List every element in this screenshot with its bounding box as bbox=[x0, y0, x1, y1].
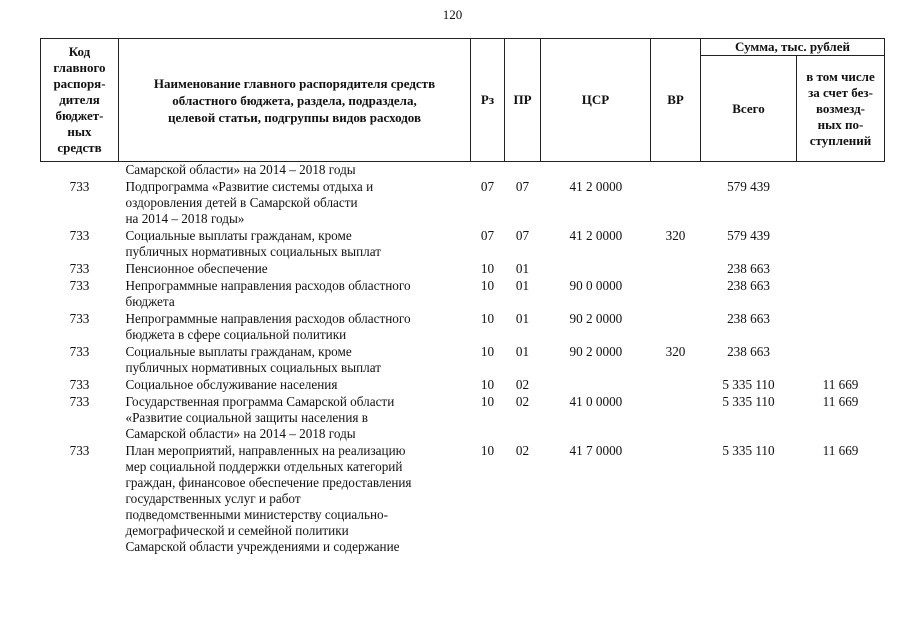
cell-name-line: публичных нормативных социальных выплат bbox=[125, 244, 382, 259]
table-row bbox=[41, 443, 885, 556]
cell-free bbox=[797, 311, 885, 344]
cell-name bbox=[119, 179, 471, 228]
cell-vr bbox=[651, 179, 701, 228]
cell-vr: 320 bbox=[665, 228, 686, 243]
cell-csr: 90 2 0000 bbox=[569, 344, 623, 359]
cell-pr: 01 bbox=[515, 344, 530, 359]
cell-total bbox=[701, 162, 797, 180]
header-code-line: Код bbox=[68, 44, 91, 59]
table-row bbox=[41, 311, 885, 344]
cell-name bbox=[119, 311, 471, 344]
cell-name-line: государственных услуг и работ bbox=[125, 491, 301, 506]
header-code-line: распоря- bbox=[53, 76, 106, 91]
header-code-line: бюджет- bbox=[55, 108, 104, 123]
cell-name-line: бюджета в сфере социальной политики bbox=[125, 327, 347, 342]
cell-free bbox=[797, 162, 885, 180]
cell-code: 733 bbox=[69, 344, 90, 359]
cell-free: 11 669 bbox=[822, 377, 859, 392]
table-row bbox=[41, 228, 885, 261]
header-name-line: Наименование главного распорядителя средств bbox=[153, 75, 436, 91]
cell-pr: 02 bbox=[515, 443, 530, 458]
cell-free: 11 669 bbox=[822, 443, 859, 458]
cell-csr: 41 2 0000 bbox=[569, 228, 623, 243]
cell-free bbox=[797, 179, 885, 228]
cell-total: 5 335 110 bbox=[722, 377, 775, 392]
cell-pr: 02 bbox=[515, 377, 530, 392]
budget-table bbox=[40, 38, 885, 556]
cell-code: 733 bbox=[69, 179, 90, 194]
cell-csr bbox=[541, 162, 651, 180]
header-sum: Сумма, тыс. рублей bbox=[701, 39, 885, 56]
cell-name-line: Подпрограмма «Развитие системы отдыха и bbox=[125, 179, 374, 194]
header-total: Всего bbox=[701, 56, 797, 162]
header-csr: ЦСР bbox=[541, 39, 651, 162]
cell-pr bbox=[505, 162, 541, 180]
cell-vr: 320 bbox=[665, 344, 686, 359]
table-row bbox=[41, 377, 885, 394]
header-code bbox=[41, 39, 119, 162]
cell-pr: 02 bbox=[515, 394, 530, 409]
cell-total: 579 439 bbox=[727, 179, 770, 194]
table-row bbox=[41, 179, 885, 228]
header-free-line: в том числе bbox=[806, 68, 875, 84]
cell-total: 5 335 110 bbox=[722, 394, 775, 409]
table-header bbox=[41, 39, 885, 162]
header-code-line: ных bbox=[67, 124, 92, 139]
cell-rz: 07 bbox=[480, 228, 495, 243]
cell-rz: 10 bbox=[480, 311, 495, 326]
cell-vr bbox=[651, 278, 701, 311]
cell-rz: 07 bbox=[480, 179, 495, 194]
cell-code: 733 bbox=[69, 443, 90, 458]
cell-name bbox=[119, 443, 471, 556]
cell-rz bbox=[471, 162, 505, 180]
cell-pr: 07 bbox=[515, 228, 530, 243]
cell-pr: 01 bbox=[515, 261, 530, 276]
cell-total: 238 663 bbox=[727, 278, 770, 293]
cell-name bbox=[119, 261, 471, 278]
cell-name-line: Государственная программа Самарской области bbox=[125, 394, 395, 409]
cell-rz: 10 bbox=[480, 443, 495, 458]
header-pr: ПР bbox=[505, 39, 541, 162]
cell-pr: 07 bbox=[515, 179, 530, 194]
table-row bbox=[41, 261, 885, 278]
cell-name-line: граждан, финансовое обеспечение предоставления bbox=[125, 475, 412, 490]
header-free-line: за счет без- bbox=[808, 84, 873, 100]
cell-name bbox=[119, 394, 471, 443]
cell-free bbox=[797, 344, 885, 377]
cell-rz: 10 bbox=[480, 394, 495, 409]
cell-name-line: демографической и семейной политики bbox=[125, 523, 349, 538]
cell-free: 11 669 bbox=[822, 394, 859, 409]
cell-vr bbox=[651, 377, 701, 394]
cell-csr: 90 0 0000 bbox=[569, 278, 623, 293]
cell-csr: 41 7 0000 bbox=[569, 443, 623, 458]
table-row bbox=[41, 278, 885, 311]
cell-name-line: План мероприятий, направленных на реализацию bbox=[125, 443, 406, 458]
page-number: 120 bbox=[442, 7, 463, 22]
cell-name bbox=[119, 344, 471, 377]
header-free-line: ных по- bbox=[817, 116, 864, 132]
cell-total: 5 335 110 bbox=[722, 443, 775, 458]
cell-name-line: Самарской области учреждениями и содержание bbox=[125, 539, 400, 554]
header-free-line: ступлений bbox=[809, 132, 872, 148]
cell-csr bbox=[541, 261, 651, 278]
header-free-line: возмезд- bbox=[816, 100, 865, 116]
cell-code bbox=[41, 162, 119, 180]
cell-name-line: на 2014 – 2018 годы» bbox=[125, 211, 245, 226]
cell-name-line: мер социальной поддержки отдельных категорий bbox=[125, 459, 403, 474]
cell-code: 733 bbox=[69, 278, 90, 293]
cell-code: 733 bbox=[69, 228, 90, 243]
cell-pr: 01 bbox=[515, 311, 530, 326]
header-rz: Рз bbox=[471, 39, 505, 162]
cell-name-line: Самарской области» на 2014 – 2018 годы bbox=[125, 162, 356, 177]
cell-total: 238 663 bbox=[727, 311, 770, 326]
header-vr: ВР bbox=[651, 39, 701, 162]
cell-name-line: бюджета bbox=[125, 294, 175, 309]
header-free bbox=[797, 56, 885, 162]
cell-vr bbox=[651, 261, 701, 278]
cell-csr bbox=[541, 377, 651, 394]
cell-name-line: Пенсионное обеспечение bbox=[125, 261, 268, 276]
cell-rz: 10 bbox=[480, 261, 495, 276]
cell-free bbox=[797, 228, 885, 261]
cell-name-line: Непрограммные направления расходов областного bbox=[125, 311, 411, 326]
table-body bbox=[41, 162, 885, 557]
cell-vr bbox=[651, 443, 701, 556]
cell-rz: 10 bbox=[480, 377, 495, 392]
cell-free bbox=[797, 278, 885, 311]
cell-csr: 41 2 0000 bbox=[569, 179, 623, 194]
cell-name bbox=[119, 377, 471, 394]
cell-name-line: «Развитие социальной защиты населения в bbox=[125, 410, 368, 425]
header-name-line: областного бюджета, раздела, подраздела, bbox=[172, 92, 417, 108]
cell-name-line: подведомственными министерству социально- bbox=[125, 507, 389, 522]
cell-name-line: Самарской области» на 2014 – 2018 годы bbox=[125, 426, 356, 441]
table-row bbox=[41, 162, 885, 180]
cell-code: 733 bbox=[69, 394, 90, 409]
cell-name bbox=[119, 278, 471, 311]
header-name-line: целевой статьи, подгруппы видов расходов bbox=[167, 109, 422, 125]
cell-vr bbox=[651, 162, 701, 180]
cell-name-line: Непрограммные направления расходов областного bbox=[125, 278, 411, 293]
cell-rz: 10 bbox=[480, 278, 495, 293]
cell-name-line: оздоровления детей в Самарской области bbox=[125, 195, 358, 210]
cell-csr: 41 0 0000 bbox=[569, 394, 623, 409]
cell-name-line: Социальные выплаты гражданам, кроме bbox=[125, 228, 352, 243]
cell-rz: 10 bbox=[480, 344, 495, 359]
table-row bbox=[41, 344, 885, 377]
cell-total: 238 663 bbox=[727, 261, 770, 276]
cell-name bbox=[119, 162, 471, 180]
cell-name-line: Социальные выплаты гражданам, кроме bbox=[125, 344, 352, 359]
cell-total: 579 439 bbox=[727, 228, 770, 243]
cell-name bbox=[119, 228, 471, 261]
cell-code: 733 bbox=[69, 261, 90, 276]
cell-total: 238 663 bbox=[727, 344, 770, 359]
header-code-line: средств bbox=[57, 140, 102, 155]
cell-code: 733 bbox=[69, 377, 90, 392]
cell-name-line: публичных нормативных социальных выплат bbox=[125, 360, 382, 375]
cell-vr bbox=[651, 311, 701, 344]
header-name bbox=[119, 39, 471, 162]
cell-pr: 01 bbox=[515, 278, 530, 293]
cell-vr bbox=[651, 394, 701, 443]
header-code-line: дителя bbox=[59, 92, 100, 107]
cell-free bbox=[797, 261, 885, 278]
header-code-line: главного bbox=[53, 60, 106, 75]
cell-code: 733 bbox=[69, 311, 90, 326]
cell-name-line: Социальное обслуживание населения bbox=[125, 377, 338, 392]
cell-csr: 90 2 0000 bbox=[569, 311, 623, 326]
table-row bbox=[41, 394, 885, 443]
